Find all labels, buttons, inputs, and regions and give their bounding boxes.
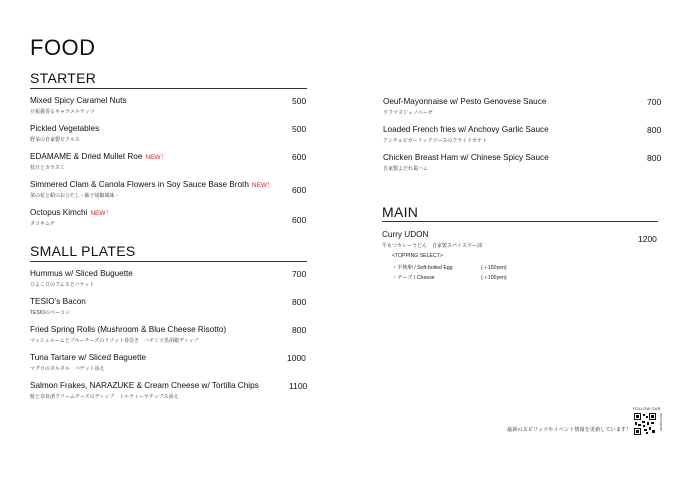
item-subtitle: ひよこ豆のフムスとバケット	[30, 282, 95, 288]
follow-label: FOLLOW OUR	[633, 407, 661, 411]
item-name: Salmon Frakes, NARAZUKE & Cream Cheese w/ Tortilla Chips	[30, 381, 259, 390]
item-name: EDAMAME & Dried Mullet Roe	[30, 152, 143, 161]
item-subtitle: タコキムチ	[30, 221, 55, 227]
qr-code-icon[interactable]	[634, 413, 656, 435]
item-name: Octopus Kimchi	[30, 208, 88, 217]
item-subtitle: 鮭と奈良漬クリームチーズのディップ トルティーヤチップス添え	[30, 394, 179, 400]
item-price: 800	[292, 297, 307, 307]
small-plate-item	[30, 269, 308, 288]
starter-heading: STARTER	[30, 70, 97, 86]
item-name: Simmered Clam & Canola Flowers in Soy Sauce Base Broth	[30, 180, 249, 189]
starter-item	[30, 152, 308, 171]
right-item	[383, 97, 663, 116]
main-rule	[382, 221, 658, 222]
item-name: TESIO’s Bacon	[30, 297, 86, 306]
item-subtitle: マッシュルームとブルーチーズのリゾット春巻き ハチミツ黒胡椒ディップ	[30, 338, 199, 344]
item-subtitle: 枝豆とカラスミ	[30, 165, 65, 171]
new-badge: NEW！	[251, 182, 274, 189]
item-subtitle: アンチョビガーリックソースのフライドポテト	[383, 138, 488, 144]
starter-item	[30, 180, 308, 199]
topping-price: (＋100yen)	[481, 275, 507, 281]
item-price: 800	[647, 153, 662, 163]
item-subtitle: 豆板醤香るキャラメルナッツ	[30, 109, 95, 115]
starter-rule	[30, 88, 307, 89]
item-name: Mixed Spicy Caramel Nuts	[30, 96, 127, 105]
item-name: Hummus w/ Sliced Buguette	[30, 269, 133, 278]
item-name: Oeuf-Mayonnaise w/ Pesto Genovese Sauce	[383, 97, 547, 106]
item-subtitle: ウフマヨジェノベーゼ	[383, 110, 433, 116]
starter-item	[30, 208, 308, 227]
page-title: FOOD	[30, 35, 96, 60]
starter-item	[30, 124, 308, 143]
item-price: 600	[292, 185, 307, 195]
item-subtitle: マグロのタルタル バゲット添え	[30, 366, 105, 372]
item-subtitle: 牛もつカレーうどん 自家製スパイスラー油	[382, 243, 482, 249]
item-price: 700	[647, 97, 662, 107]
main-heading: MAIN	[382, 204, 419, 220]
item-name: Curry UDON	[382, 230, 429, 239]
item-subtitle: 野菜の自家製ピクルス	[30, 137, 80, 143]
new-badge: NEW！	[145, 154, 168, 161]
item-price: 800	[647, 125, 662, 135]
item-subtitle: TESIOのベーコン	[30, 310, 71, 316]
item-price: 500	[292, 96, 307, 106]
small-plate-item	[30, 297, 308, 316]
item-name: Chicken Breast Ham w/ Chinese Spicy Sauce	[383, 153, 549, 162]
item-price: 1000	[287, 353, 306, 363]
main-item	[382, 230, 662, 249]
item-subtitle: 自家製よだれ鶏ハム	[383, 166, 429, 172]
starter-item	[30, 96, 308, 115]
footer-note: 最新のスピリッツやイベント情報を更新しています！	[507, 427, 632, 433]
topping-title: <TOPPING SELECT>	[392, 253, 443, 259]
small-plate-item	[30, 381, 308, 400]
item-name: Pickled Vegetables	[30, 124, 100, 133]
small-plate-item	[30, 325, 308, 344]
item-name: Loaded French fries w/ Anchovy Garlic Sauce	[383, 125, 549, 134]
item-name: Fried Spring Rolls (Mushroom & Blue Cheese Risotto)	[30, 325, 227, 334]
small-plates-heading: SMALL PLATES	[30, 243, 136, 259]
item-price: 500	[292, 124, 307, 134]
new-badge: NEW！	[90, 210, 113, 217]
item-price: 700	[292, 269, 307, 279]
item-price: 600	[292, 152, 307, 162]
topping-label: ・チーズ / Cheese	[392, 275, 435, 281]
item-price: 600	[292, 215, 307, 225]
item-subtitle: 菜の花と蛤のおひたし - 柚子胡椒風味 -	[30, 193, 118, 199]
small-plate-item	[30, 353, 308, 372]
item-price: 800	[292, 325, 307, 335]
item-price: 1100	[289, 381, 308, 391]
item-price: 1200	[638, 234, 657, 244]
right-item	[383, 125, 663, 144]
qr-side-label: INSTAGRAM	[659, 413, 663, 431]
right-item	[383, 153, 663, 172]
topping-label: ・半熟卵 / Soft-boiled Egg	[392, 265, 453, 271]
small-plates-rule	[30, 261, 307, 262]
item-name: Tuna Tartare w/ Sliced Baguette	[30, 353, 147, 362]
topping-price: (＋150yen)	[481, 265, 507, 271]
